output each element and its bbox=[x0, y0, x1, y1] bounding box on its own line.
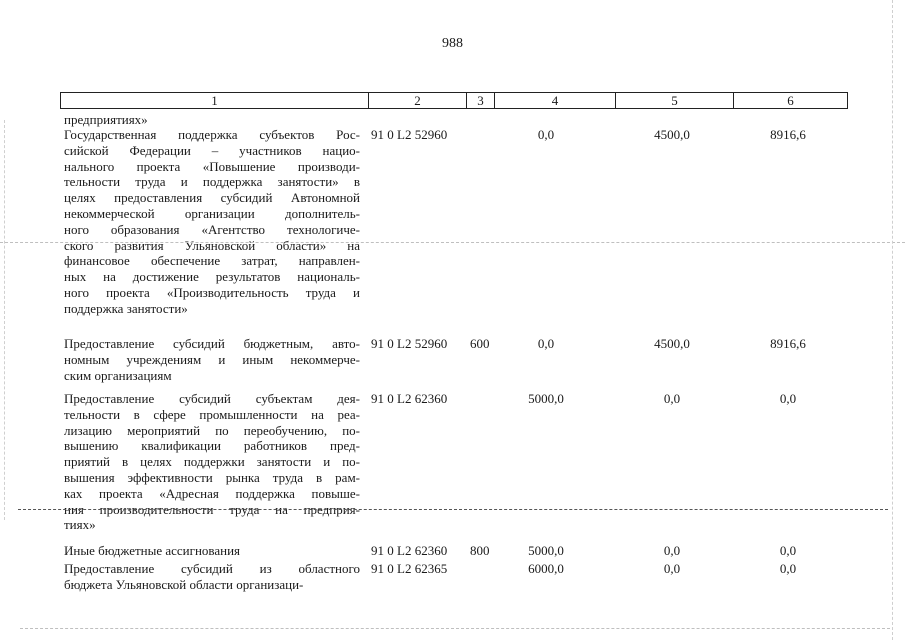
header-col-3: 3 bbox=[466, 93, 494, 108]
row-v6: 0,0 bbox=[779, 391, 797, 406]
row-text-line: нального проекта «Повышение производи- bbox=[64, 158, 360, 174]
row-text-line: вышения эффективности рынка труда в рам- bbox=[64, 469, 360, 485]
row-text bbox=[64, 543, 360, 559]
row-text-line: тельности труда и поддержка занятости» в bbox=[64, 174, 360, 190]
row-text-line: тельности в сфере промышленности на реа- bbox=[64, 406, 360, 422]
row-text bbox=[64, 391, 360, 533]
row-code: 91 0 L2 62360 bbox=[371, 391, 448, 406]
row-v6: 0,0 bbox=[779, 543, 797, 558]
header-col-2: 2 bbox=[368, 93, 466, 108]
scan-line bbox=[20, 628, 890, 629]
row-v5: 4500,0 bbox=[654, 127, 690, 142]
row-text-line: ного образования «Агентство технологиче- bbox=[64, 221, 360, 237]
row-v6: 8916,6 bbox=[770, 336, 806, 351]
row-vr: 800 bbox=[470, 543, 490, 558]
row-text-line: вышению квалификации работников пред- bbox=[64, 438, 360, 454]
row-text-line: Государственная поддержка субъектов Рос- bbox=[64, 127, 360, 142]
row-text-line: ках проекта «Адресная поддержка повыше- bbox=[64, 485, 360, 501]
row-text-line: Предоставление субсидий бюджетным, авто- bbox=[64, 336, 360, 351]
row-text-line: тиях» bbox=[64, 517, 96, 533]
row-code: 91 0 L2 52960 bbox=[371, 127, 448, 142]
scan-edge bbox=[892, 0, 893, 640]
row-text-line: Предоставление субсидий субъектам дея- bbox=[64, 391, 360, 406]
row-text bbox=[64, 127, 360, 317]
header-col-4: 4 bbox=[494, 93, 615, 108]
scan-line bbox=[0, 242, 905, 243]
row-text-line: Предоставление субсидий из областного bbox=[64, 561, 360, 576]
row-v6: 8916,6 bbox=[770, 127, 806, 142]
row-v5: 4500,0 bbox=[654, 336, 690, 351]
row-text-line: ного проекта «Производительность труда и bbox=[64, 284, 360, 300]
page-number: 988 bbox=[442, 36, 463, 51]
row-v4: 0,0 bbox=[537, 127, 555, 142]
scan-edge bbox=[4, 120, 5, 520]
row-text-line: бюджета Ульяновской области организаци- bbox=[64, 576, 304, 592]
row-code: 91 0 L2 62365 bbox=[371, 561, 448, 576]
row-text-line: Иные бюджетные ассигнования bbox=[64, 543, 241, 558]
row-vr: 600 bbox=[470, 336, 490, 351]
header-col-1: 1 bbox=[211, 93, 218, 108]
row-text-line: некоммерческой организации дополнитель- bbox=[64, 205, 360, 221]
row-text-line: ским организациям bbox=[64, 367, 172, 383]
row-v4: 0,0 bbox=[537, 336, 555, 351]
row-text-line: ния производительности труда на предприя- bbox=[64, 501, 360, 517]
row-code: 91 0 L2 52960 bbox=[371, 336, 448, 351]
row-v4: 6000,0 bbox=[528, 561, 564, 576]
row-v4: 5000,0 bbox=[528, 543, 564, 558]
row-text-line: целях предоставления субсидий Автономной bbox=[64, 190, 360, 206]
row-text-line: лизацию мероприятий по переобучению, по- bbox=[64, 422, 360, 438]
row-text-line: номным учреждениям и иным некоммерче- bbox=[64, 351, 360, 367]
row-v4: 5000,0 bbox=[528, 391, 564, 406]
row-code: 91 0 L2 62360 bbox=[371, 543, 448, 558]
row-text-line: ского развития Ульяновской области» на bbox=[64, 237, 360, 253]
header-col-6: 6 bbox=[733, 93, 847, 108]
table-header bbox=[60, 92, 848, 109]
row-text bbox=[64, 336, 360, 383]
row-v5: 0,0 bbox=[663, 391, 681, 406]
row-text bbox=[64, 112, 360, 128]
row-v6: 0,0 bbox=[779, 561, 797, 576]
row-text-line: ных на достижение результатов националь- bbox=[64, 269, 360, 285]
scan-line bbox=[18, 509, 888, 510]
header-col-5: 5 bbox=[615, 93, 733, 108]
row-text-line: сийской Федерации – участников нацио- bbox=[64, 142, 360, 158]
row-v5: 0,0 bbox=[663, 543, 681, 558]
row-text-line: поддержка занятости» bbox=[64, 300, 188, 316]
row-text-line: предприятиях» bbox=[64, 112, 148, 127]
row-text-line: финансовое обеспечение затрат, направлен- bbox=[64, 253, 360, 269]
row-text-line: приятий в целях поддержки занятости и по- bbox=[64, 454, 360, 470]
row-v5: 0,0 bbox=[663, 561, 681, 576]
row-text bbox=[64, 561, 360, 593]
